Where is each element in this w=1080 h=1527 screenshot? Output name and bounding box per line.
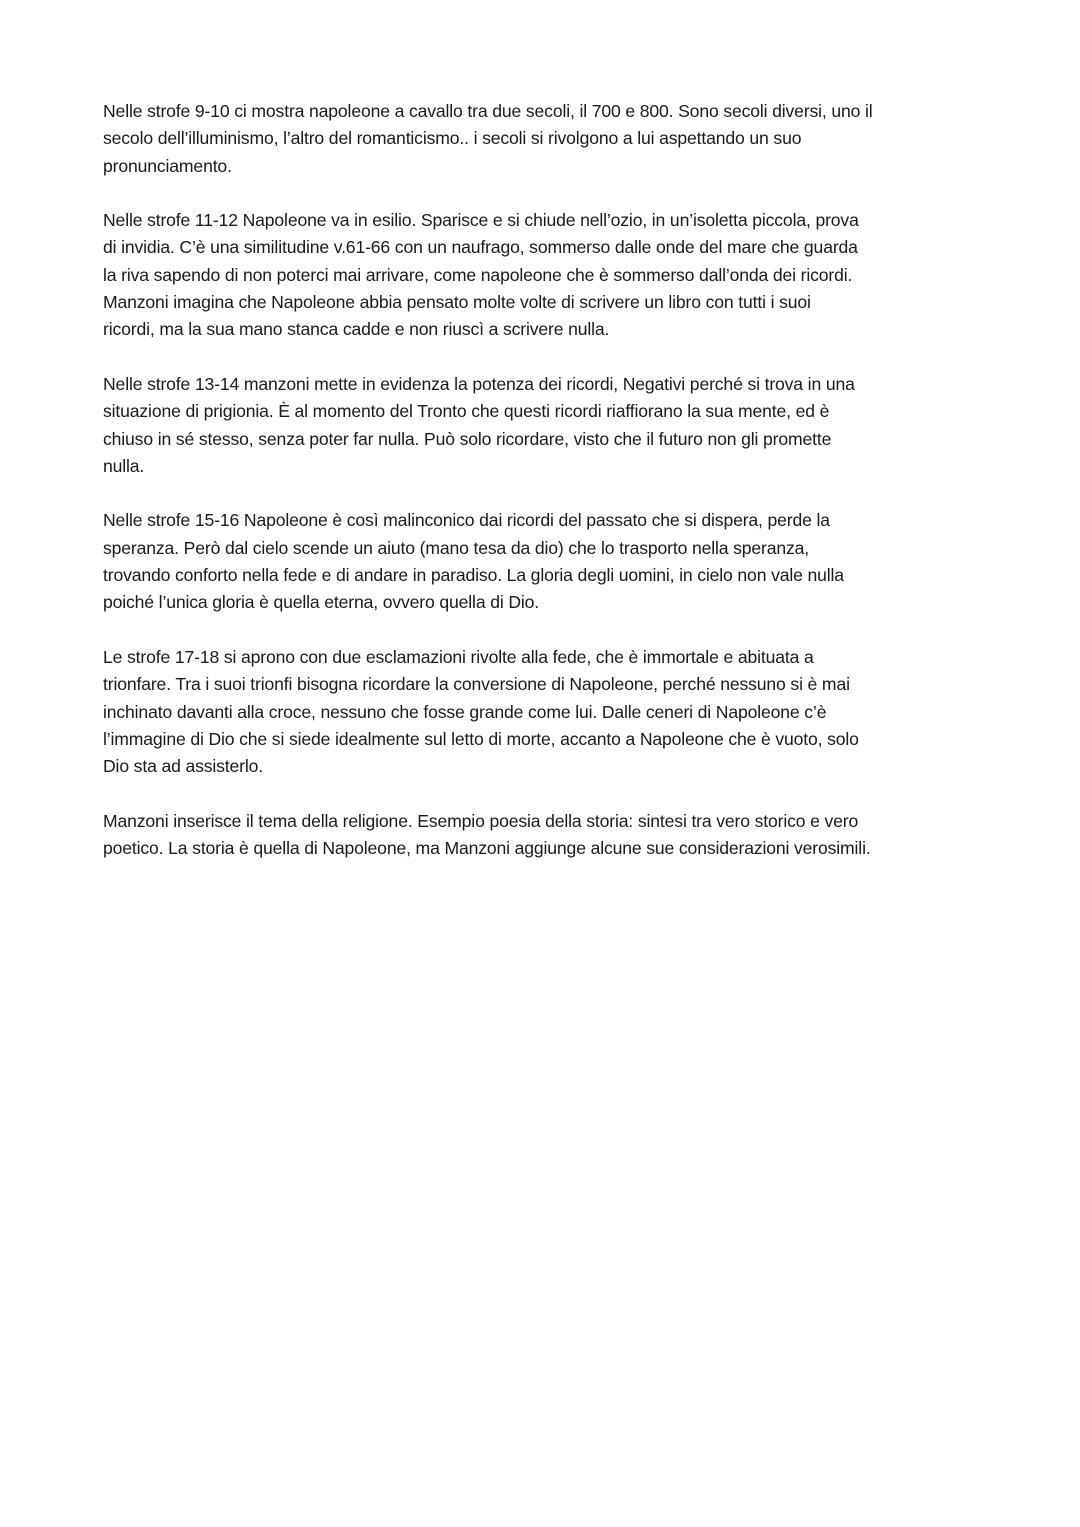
text-line: Manzoni inserisce il tema della religione. Esempio poesia della storia: sintesi tra vero storico e vero	[103, 810, 859, 831]
paragraph	[103, 371, 1003, 480]
text-line: poiché l’unica gloria è quella eterna, ovvero quella di Dio.	[103, 592, 540, 613]
text-line: la riva sapendo di non poterci mai arrivare, come napoleone che è sommerso dall’onda dei ricordi.	[103, 264, 853, 285]
document-page	[103, 98, 1003, 890]
text-line: trovando conforto nella fede e di andare in paradiso. La gloria degli uomini, in cielo non vale nulla	[103, 565, 844, 586]
paragraph	[103, 207, 1003, 343]
text-line: nulla.	[103, 455, 145, 476]
text-line: Nelle strofe 9-10 ci mostra napoleone a cavallo tra due secoli, il 700 e 800. Sono secoli diversi, uno il	[103, 101, 873, 121]
text-line: Nelle strofe 11-12 Napoleone va in esilio. Sparisce e si chiude nell’ozio, in un’isoletta piccola, prova	[103, 210, 859, 231]
text-line: secolo dell’illuminismo, l’altro del romanticismo.. i secoli si rivolgono a lui aspettando un suo	[103, 128, 802, 149]
text-line: speranza. Però dal cielo scende un aiuto (mano tesa da dio) che lo trasporto nella speranza,	[103, 537, 810, 558]
text-line: ricordi, ma la sua mano stanca cadde e non riuscì a scrivere nulla.	[103, 319, 610, 340]
text-line: poetico. La storia è quella di Napoleone, ma Manzoni aggiunge alcune sue considerazioni verosimili.	[103, 838, 871, 859]
text-line: situazione di prigionia. È al momento del Tronto che questi ricordi riaffiorano la sua mente, ed è	[103, 401, 830, 422]
text-line: Dio sta ad assisterlo.	[103, 756, 264, 777]
text-line: trionfare. Tra i suoi trionfi bisogna ricordare la conversione di Napoleone, perché nessuno si è mai	[103, 674, 850, 695]
paragraph	[103, 644, 1003, 780]
text-line: inchinato davanti alla croce, nessuno che fosse grande come lui. Dalle ceneri di Napoleone c’è	[103, 701, 827, 722]
text-line: chiuso in sé stesso, senza poter far nulla. Può solo ricordare, visto che il futuro non gli promette	[103, 428, 832, 449]
text-line: di invidia. C’è una similitudine v.61-66 con un naufrago, sommerso dalle onde del mare che guarda	[103, 237, 858, 258]
text-line: Manzoni imagina che Napoleone abbia pensato molte volte di scrivere un libro con tutti i suoi	[103, 292, 811, 313]
paragraph	[103, 507, 1003, 616]
text-line: Nelle strofe 13-14 manzoni mette in evidenza la potenza dei ricordi, Negativi perché si trova in una	[103, 373, 855, 394]
text-line: pronunciamento.	[103, 155, 232, 176]
text-line: l’immagine di Dio che si siede idealmente sul letto di morte, accanto a Napoleone che è vuoto, solo	[103, 728, 859, 749]
paragraph	[103, 808, 1003, 863]
text-line: Nelle strofe 15-16 Napoleone è così malinconico dai ricordi del passato che si dispera, perde la	[103, 510, 830, 531]
paragraph	[103, 98, 1003, 180]
text-line: Le strofe 17-18 si aprono con due esclamazioni rivolte alla fede, che è immortale e abituata a	[103, 646, 814, 667]
